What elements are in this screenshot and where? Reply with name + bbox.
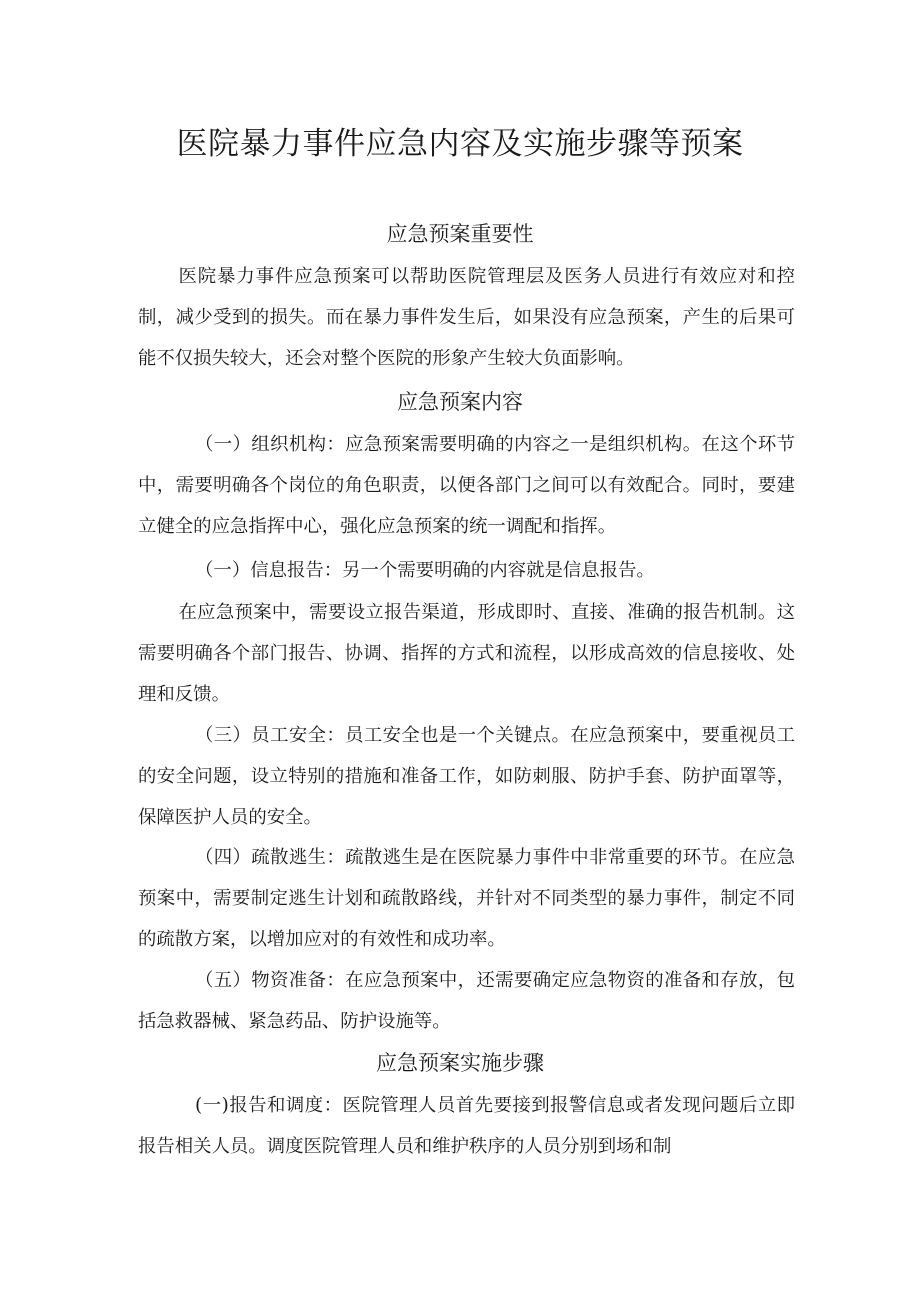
paragraph-organization: （一）组织机构：应急预案需要明确的内容之一是组织机构。在这个环节中，需要明确各个岗位的角色职责，以便各部门之间可以有效配合。同时，要建立健全的应急指挥中心，强化应急预案的统一调配和指挥。 (138, 434, 795, 537)
document-title: 医院暴力事件应急内容及实施步骤等预案 (176, 126, 744, 162)
paragraph-info-report-intro: （一）信息报告：另一个需要明确的内容就是信息报告。 (195, 560, 655, 581)
section-heading-content: 应急预案内容 (397, 390, 523, 414)
paragraph-info-report-detail: 在应急预案中，需要设立报告渠道，形成即时、直接、准确的报告机制。这需要明确各个部门报告、协调、指挥的方式和流程，以形成高效的信息接收、处理和反馈。 (138, 602, 795, 705)
section-heading-steps: 应急预案实施步骤 (376, 1051, 544, 1075)
paragraph-evacuation: （四）疏散逃生：疏散逃生是在医院暴力事件中非常重要的环节。在应急预案中，需要制定逃生计划和疏散路线，并针对不同类型的暴力事件，制定不同的疏散方案，以增加应对的有效性和成功率。 (138, 847, 795, 950)
paragraph-staff-safety: （三）员工安全：员工安全也是一个关键点。在应急预案中，要重视员工的安全问题，设立特别的措施和准备工作，如防刺服、防护手套、防护面罩等，保障医护人员的安全。 (138, 725, 795, 828)
paragraph-supplies: （五）物资准备：在应急预案中，还需要确定应急物资的准备和存放，包括急救器械、紧急药品、防护设施等。 (138, 970, 795, 1032)
section-heading-importance: 应急预案重要性 (386, 222, 534, 246)
paragraph-importance-1: 医院暴力事件应急预案可以帮助医院管理层及医务人员进行有效应对和控制，减少受到的损失。而在暴力事件发生后，如果没有应急预案，产生的后果可能不仅损失较大，还会对整个医院的形象产生较大负面影响。 (138, 266, 795, 369)
paragraph-report-dispatch: (一)报告和调度：医院管理人员首先要接到报警信息或者发现问题后立即报告相关人员。调度医院管理人员和维护秩序的人员分别到场和制 (138, 1095, 795, 1157)
